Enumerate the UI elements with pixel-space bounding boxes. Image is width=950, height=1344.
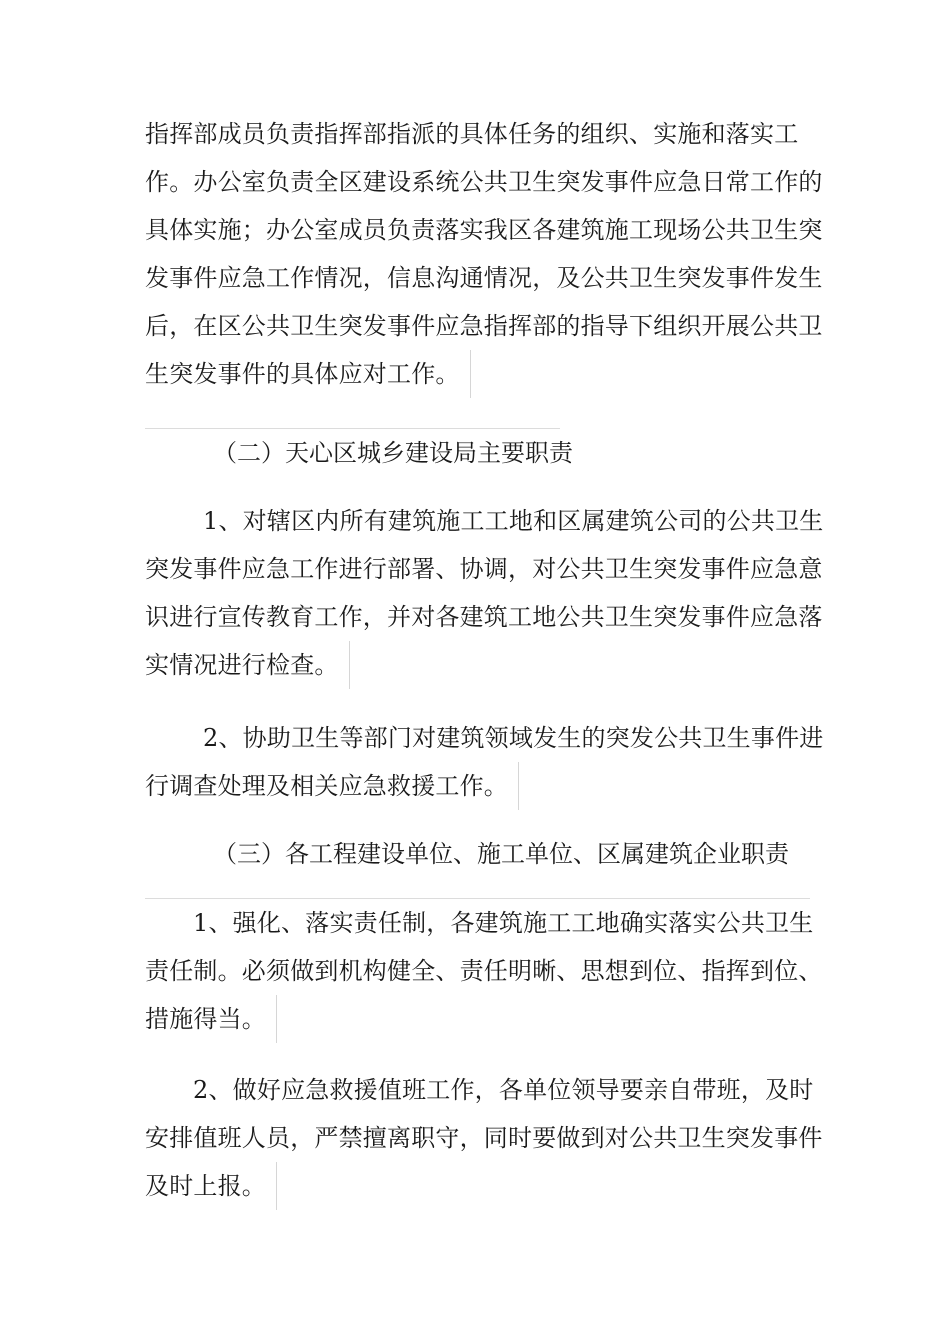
text-line: 作。办公室负责全区建设系统公共卫生突发事件应急日常工作的	[145, 168, 823, 196]
section-heading-3	[213, 830, 789, 878]
text-line: 及时上报。	[145, 1162, 277, 1210]
section-heading-2	[145, 428, 573, 477]
section-heading-text: （三）各工程建设单位、施工单位、区属建筑企业职责	[213, 840, 789, 868]
text-line: 生突发事件的具体应对工作。	[145, 350, 471, 398]
text-line: 识进行宣传教育工作，并对各建筑工地公共卫生突发事件应急落	[145, 603, 823, 631]
section-heading-text: （二）天心区城乡建设局主要职责	[213, 439, 573, 467]
text-line: 突发事件应急工作进行部署、协调，对公共卫生突发事件应急意	[145, 555, 823, 583]
text-line: 发事件应急工作情况，信息沟通情况，及公共卫生突发事件发生	[145, 264, 823, 292]
text-line: 实情况进行检查。	[145, 641, 350, 689]
paragraph-unit-duty-1	[145, 898, 823, 1043]
paragraph-unit-duty-2	[145, 1066, 823, 1210]
text-line: 2、做好应急救援值班工作，各单位领导要亲自带班，及时	[193, 1076, 814, 1104]
paragraph-command-duties	[145, 110, 823, 398]
text-line: 1、对辖区内所有建筑施工工地和区属建筑公司的公共卫生	[203, 507, 824, 535]
text-line: 2、协助卫生等部门对建筑领域发生的突发公共卫生事件进	[203, 724, 824, 752]
paragraph-bureau-duty-1	[145, 497, 824, 689]
text-line: 行调查处理及相关应急救援工作。	[145, 762, 519, 810]
text-line: 安排值班人员，严禁擅离职守，同时要做到对公共卫生突发事件	[145, 1124, 823, 1152]
text-line: 1、强化、落实责任制，各建筑施工工地确实落实公共卫生	[145, 898, 810, 947]
text-line: 措施得当。	[145, 995, 277, 1043]
text-line: 后，在区公共卫生突发事件应急指挥部的指导下组织开展公共卫	[145, 312, 823, 340]
text-line: 指挥部成员负责指挥部指派的具体任务的组织、实施和落实工	[145, 120, 799, 148]
text-line: 责任制。必须做到机构健全、责任明晰、思想到位、指挥到位、	[145, 957, 823, 985]
paragraph-bureau-duty-2	[145, 714, 824, 810]
text-line: 具体实施；办公室成员负责落实我区各建筑施工现场公共卫生突	[145, 216, 823, 244]
